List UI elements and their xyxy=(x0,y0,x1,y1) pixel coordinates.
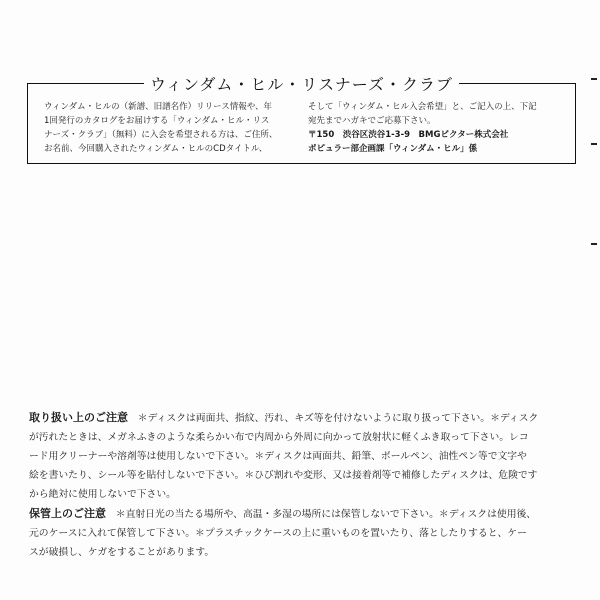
handling-paragraph xyxy=(29,408,579,504)
handling-heading: 取り扱い上のご注意 xyxy=(29,411,128,424)
storage-paragraph xyxy=(29,504,579,562)
header-rule-right xyxy=(459,83,576,84)
edge-mark xyxy=(591,143,597,145)
storage-heading: 保管上のご注意 xyxy=(29,507,106,520)
mailing-department: ポピュラー部企画課「ウィンダム・ヒル」係 xyxy=(308,144,478,154)
edge-mark xyxy=(591,243,597,245)
header-rule-left xyxy=(27,83,144,84)
listeners-club-header xyxy=(27,72,576,94)
care-instructions xyxy=(29,408,579,562)
application-instruction-cont: 宛先までハガキでご応募下さい。 xyxy=(308,116,436,126)
storage-text: ＊直射日光の当たる場所や、高温・多湿の場所には保管しないで下さい。＊ディスクは使用後、 元のケースに入れて保管して下さい。＊プラスチックケースの上に重いものを置いたり、落としたりすると、ケー スが破損し、ケガをすることがあります。 xyxy=(29,509,537,558)
listeners-club-title: ウィンダム・ヒル・リスナーズ・クラブ xyxy=(150,74,453,94)
handling-text: ＊ディスクは両面共、指紋、汚れ、キズ等を付けないように取り扱って下さい。＊ディスク が汚れたときは、メガネふきのような柔らかい布で内周から外周に向かって放射状に軽くふき取って下さい。レコ ード用クリーナーや溶剤等は使用しないで下さい。＊ディスクは両面共、鉛筆、ボールペン、油性ペン等で文字や 絵を書いたり、シール等を貼付しないで下さい。＊ひび割れや変形、又は接着剤等で補修したディスクは、危険です から絶対に使用しないで下さい。 xyxy=(29,413,539,500)
edge-mark xyxy=(591,78,597,80)
mailing-address: 〒150 渋谷区渋谷1-3-9 BMGビクター株式会社 xyxy=(308,130,509,140)
club-description: ウィンダム・ヒルの（新譜、旧譜名作）リリース情報や、年 1回発行のカタログをお届けする「ウィンダム・ヒル・リス ナーズ・クラブ」（無料）に入会を希望される方は、ご住所、 お名前、今回購入されたウィンダム・ヒルのCDタイトル、 xyxy=(44,102,278,154)
application-instruction: そして「ウィンダム・ヒル入会希望」と、ご記入の上、下記 xyxy=(308,102,537,112)
club-application-info xyxy=(308,100,570,156)
